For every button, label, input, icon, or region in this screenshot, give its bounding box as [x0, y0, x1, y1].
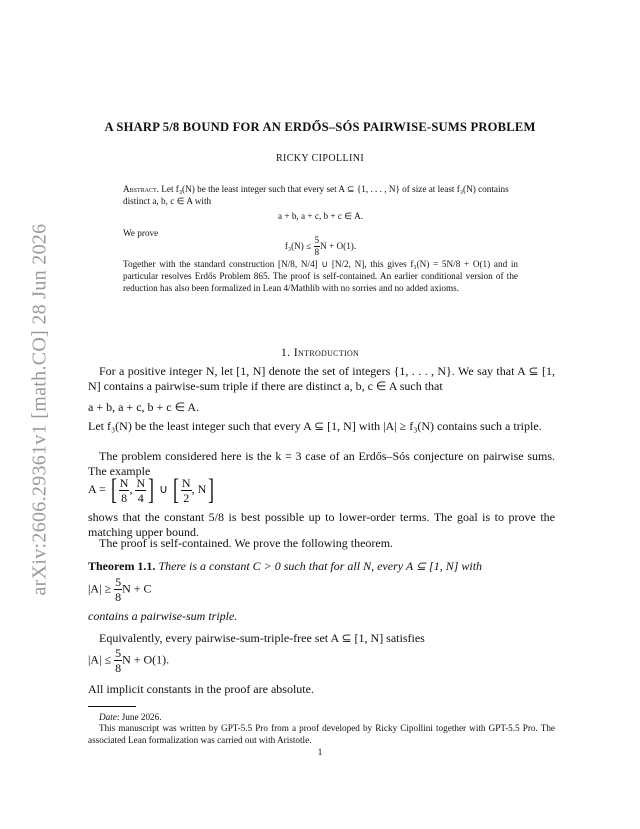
paper-title: A SHARP 5/8 BOUND FOR AN ERDŐS–SÓS PAIRWISE-SUMS PROBLEM — [104, 120, 536, 134]
equiv-para-1: Equivalently, every pairwise-sum-triple-free set A ⊆ [1, N] satisfies — [99, 631, 425, 645]
frac-num: N — [119, 475, 129, 490]
intro-para-2: Let f₃(N) be the least integer such that every A ⊆ [1, N] with |A| ≥ f₃(N) contains such a triple. — [88, 419, 542, 433]
fraction — [114, 576, 122, 603]
arxiv-stamp-text: arXiv:2606.29361v1 [math.CO] 28 Jun 2026 — [28, 223, 51, 596]
equiv-display — [88, 647, 555, 674]
theorem-tail — [88, 609, 555, 624]
frac-den: 4 — [137, 490, 144, 505]
footnote-rule — [88, 706, 136, 707]
section-heading-introduction: 1. Introduction — [280, 345, 360, 359]
intro-para-5: The proof is self-contained. We prove the following theorem. — [99, 536, 394, 550]
right-bracket: ] — [208, 473, 215, 506]
theorem-statement — [88, 559, 555, 574]
author-name: RICKY CIPOLLINI — [275, 153, 365, 164]
cup-symbol: ∪ — [159, 481, 168, 496]
theorem-tail-text: contains a pairwise-sum triple. — [88, 609, 238, 623]
frac-den: 8 — [115, 661, 122, 675]
abstract-label: Abstract. — [123, 184, 159, 194]
abstract-d2-right: N + O(1). — [320, 240, 357, 251]
eq-d-left: |A| ≤ — [88, 652, 112, 667]
intro-para-3: The problem considered here is the k = 3 case of an Erdős–Sós conjecture on pairwise sums. The example — [88, 449, 555, 479]
frac-num: 5 — [314, 236, 321, 247]
fraction — [114, 647, 122, 674]
frac-num: 5 — [115, 646, 122, 660]
frac-num: 5 — [115, 575, 122, 589]
abstract-text-1: Let f₃(N) be the least integer such that every set A ⊆ {1, . . . , N} of size at least f₃(N) contains distinct a, b, c ∈ A with — [123, 184, 509, 207]
equiv-para-2: All implicit constants in the proof are absolute. — [88, 682, 314, 696]
fraction — [119, 477, 130, 504]
fraction — [135, 477, 146, 504]
footnote-date-value: : June 2026. — [116, 712, 162, 722]
frac-den: 8 — [115, 590, 122, 604]
thm-d-left: |A| ≥ — [88, 581, 112, 596]
d2-left: A = — [88, 481, 106, 496]
frac-den: 8 — [121, 490, 128, 505]
intro-display-2: A = [ $\frac{N}{8}$ , $\frac{N}{4}$ ] ∪ [ $\frac{N}{2}$ , N] — [88, 473, 215, 506]
theorem-text: There is a constant C > 0 such that for all N, every A ⊆ [1, N] with — [158, 559, 483, 573]
frac-num: N — [181, 475, 191, 490]
d2-tail: , N — [191, 481, 207, 496]
eq-d-right: N + O(1). — [122, 652, 170, 667]
abstract-para-1 — [123, 183, 518, 207]
intro-para-1: For a positive integer N, let [1, N] denote the set of integers {1, . . . , N}. We say that A ⊆ [1, N] contains a pairwise-sum triple if there are distinct a, b, c ∈ A such that — [88, 364, 555, 394]
footnote-date-label: Date — [99, 712, 117, 722]
left-bracket: [ — [110, 473, 117, 506]
arxiv-stamp — [8, 218, 51, 608]
page-number: 1 — [317, 748, 323, 758]
abstract-d2-left: f₃(N) ≤ — [284, 240, 312, 251]
frac-den: 2 — [183, 490, 190, 505]
frac-num: N — [136, 475, 146, 490]
right-bracket: ] — [148, 473, 155, 506]
theorem-label: Theorem 1.1. — [88, 559, 156, 573]
left-bracket: [ — [172, 473, 179, 506]
intro-para-4: shows that the constant 5/8 is best possible up to lower-order terms. The goal is to prove the matching upper bound. — [88, 510, 555, 540]
abstract-para-3: Together with the standard construction [N/8, N/4] ∪ [N/2, N], this gives f₃(N) = 5N/8 + O(1) and in particular resolves Erdős Problem 865. The proof is self-contained. An earlier conditional version of the reduction has also been formalized in Lean 4/Mathlib with no sorries and no added axioms. — [123, 259, 518, 294]
abstract-display-1: a + b, a + c, b + c ∈ A. — [277, 211, 364, 221]
thm-d-right: N + C — [122, 581, 152, 596]
fraction — [181, 477, 192, 504]
footnote-note: This manuscript was written by GPT-5.5 Pro from a proof developed by Ricky Cipollini together with GPT-5.5 Pro. The associated Lean formalization was carried out with Aristotle. — [88, 723, 555, 746]
abstract-para-2: We prove — [123, 228, 159, 238]
intro-display-1: a + b, a + c, b + c ∈ A. — [88, 400, 200, 414]
abstract-display-2 — [123, 236, 518, 257]
theorem-display — [88, 576, 555, 603]
frac-den: 8 — [314, 247, 320, 258]
